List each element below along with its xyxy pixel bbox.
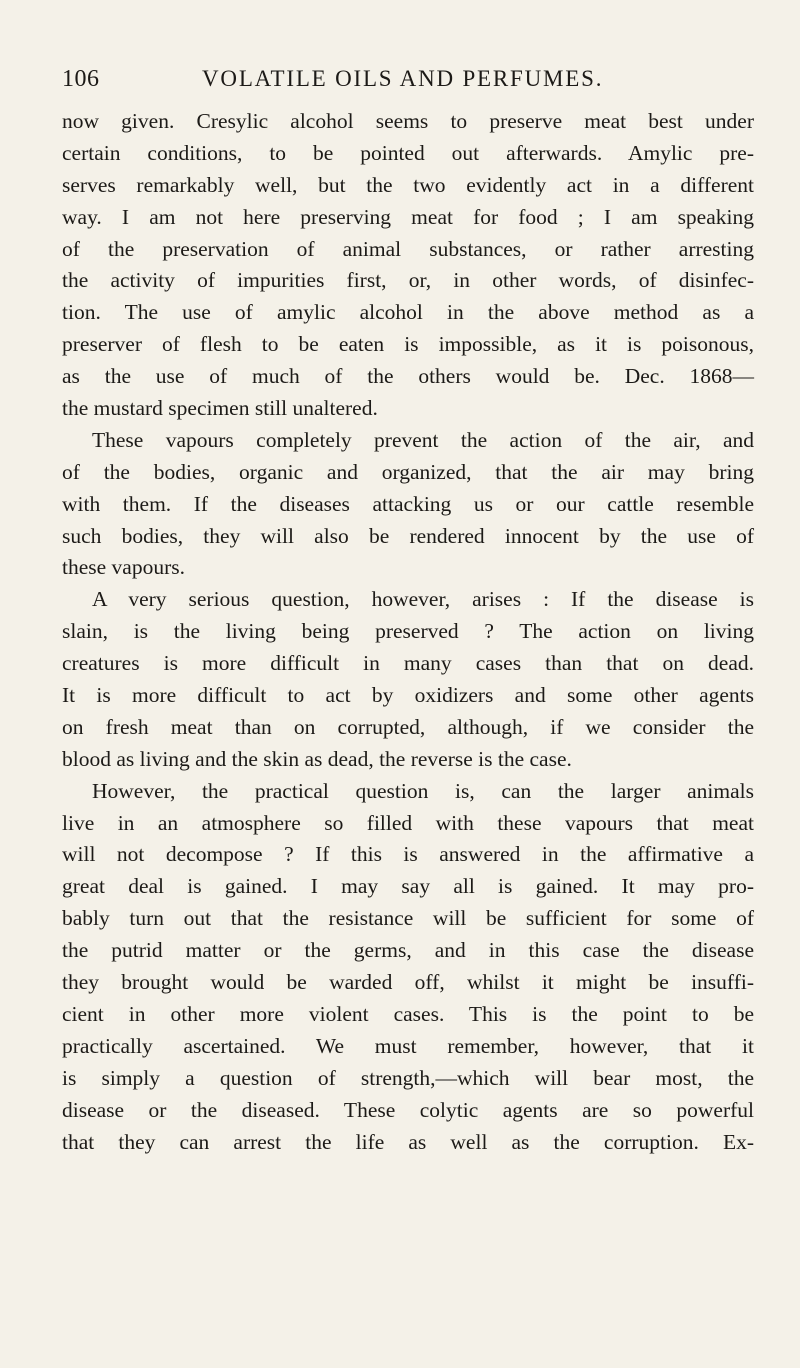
text-line: the activity of impurities first, or, in other words, of disinfec-: [62, 268, 754, 293]
text-line: creatures is more difficult in many cases than that on dead.: [62, 651, 754, 676]
text-line: with them. If the diseases attacking us or our cattle resemble: [62, 491, 754, 516]
text-line: they brought would be warded off, whilst it might be insuffi-: [62, 970, 754, 995]
text-line: live in an atmosphere so filled with these vapours that meat: [62, 810, 754, 835]
text-line: of the preservation of animal substances, or rather arresting: [62, 236, 754, 261]
text-line: on fresh meat than on corrupted, although, if we consider the: [62, 714, 754, 739]
text-line: cient in other more violent cases. This is the point to be: [62, 1001, 754, 1026]
text-line: slain, is the living being preserved ? The action on living: [62, 619, 754, 644]
text-line: certain conditions, to be pointed out afterwards. Amylic pre-: [62, 140, 754, 165]
text-line: serves remarkably well, but the two evidently act in a different: [62, 172, 754, 197]
page-number: 106: [62, 66, 100, 92]
body-text: [62, 106, 754, 1158]
text-line: preserver of flesh to be eaten is impossible, as it is poisonous,: [62, 332, 754, 357]
text-line: now given. Cresylic alcohol seems to preserve meat best under: [62, 109, 754, 133]
text-line: way. I am not here preserving meat for food ; I am speaking: [62, 204, 754, 229]
text-line: will not decompose ? If this is answered in the affirmative a: [62, 842, 754, 867]
text-line: disease or the diseased. These colytic agents are so powerful: [62, 1097, 754, 1122]
text-line: A very serious question, however, arises : If the disease is: [92, 587, 754, 612]
text-line: of the bodies, organic and organized, that the air may bring: [62, 459, 754, 484]
text-line: It is more difficult to act by oxidizers and some other agents: [62, 683, 754, 708]
text-line: such bodies, they will also be rendered innocent by the use of: [62, 523, 754, 548]
text-line: as the use of much of the others would be. Dec. 1868—: [62, 364, 754, 389]
text-line: great deal is gained. I may say all is gained. It may pro-: [62, 874, 754, 899]
page-header: [62, 66, 754, 96]
text-line: blood as living and the skin as dead, the reverse is the case.: [62, 746, 572, 771]
text-line: the putrid matter or the germs, and in this case the disease: [62, 938, 754, 963]
text-line: However, the practical question is, can the larger animals: [92, 778, 754, 803]
text-line: the mustard specimen still unaltered.: [62, 396, 378, 421]
text-line: is simply a question of strength,—which will bear most, the: [62, 1065, 754, 1090]
text-line: these vapours.: [62, 555, 185, 580]
text-line: that they can arrest the life as well as the corruption. Ex-: [62, 1129, 754, 1154]
text-line: bably turn out that the resistance will be sufficient for some of: [62, 906, 754, 931]
text-line: These vapours completely prevent the action of the air, and: [92, 427, 754, 452]
running-head: VOLATILE OILS AND PERFUMES.: [202, 66, 604, 91]
text-line: tion. The use of amylic alcohol in the above method as a: [62, 300, 754, 325]
text-line: practically ascertained. We must remember, however, that it: [62, 1033, 754, 1058]
